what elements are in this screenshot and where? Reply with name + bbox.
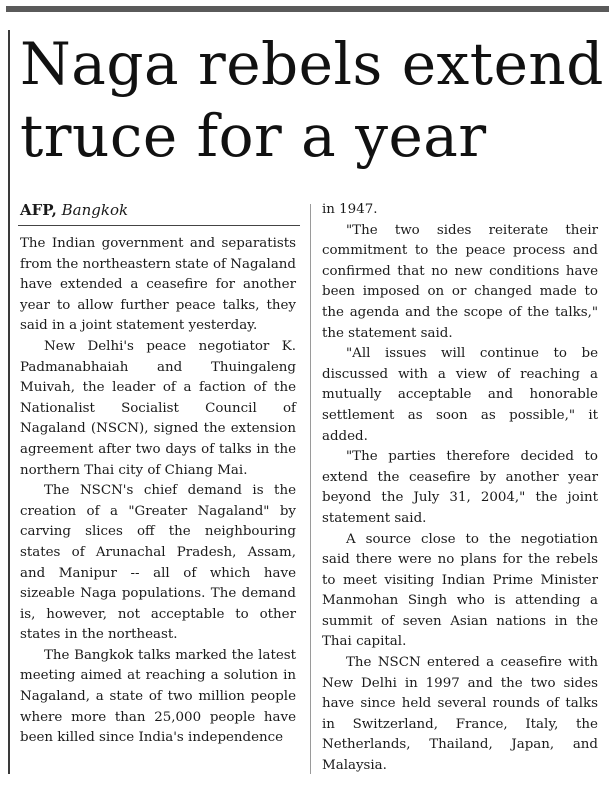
article-paragraph: A source close to the negotiation said there were no plans for the rebels to meet visiting Indian Prime Minister Manmohan Singh who is attending a summit of seven Asian nations in the Thai capital. <box>322 531 598 650</box>
top-rule <box>6 6 609 12</box>
article-paragraph: "All issues will continue to be discussed with a view of reaching a mutually acceptable and honorable settlement as soon as possible," it added. <box>322 346 598 444</box>
article-paragraph: The NSCN entered a ceasefire with New Delhi in 1997 and the two sides have since held several rounds of talks in Switzerland, France, Italy, the Netherlands, Thailand, Japan, and Malaysia. <box>322 655 598 774</box>
column-divider <box>310 204 311 774</box>
left-border-rule <box>8 30 10 774</box>
article-paragraph: The NSCN's chief demand is the creation of a "Greater Nagaland" by carving slices off the neighbouring states of Arunachal Pradesh, Assam, and Manipur -- all of which have sizeable Naga populations. The demand is, however, not acceptable to other states in the northeast. <box>20 483 296 643</box>
article-column-left <box>20 234 296 749</box>
byline-agency: AFP, <box>20 201 57 219</box>
byline-place: Bangkok <box>61 201 129 219</box>
article-paragraph: The Indian government and separatists from the northeastern state of Nagaland have extended a ceasefire for another year to allow further peace talks, they said in a joint statement yesterday. <box>20 236 296 334</box>
byline-rule <box>18 225 300 226</box>
article-paragraph: "The two sides reiterate their commitment to the peace process and confirmed that no new conditions have been imposed on or changed made to the agenda and the scope of the talks," the statement said. <box>322 222 598 341</box>
headline: Naga rebels extend truce for a year <box>20 30 604 170</box>
article-paragraph: "The parties therefore decided to extend the ceasefire by another year beyond the July 31, 2004," the joint statement said. <box>322 449 598 526</box>
article-paragraph: The Bangkok talks marked the latest meeting aimed at reaching a solution in Nagaland, a state of two million people where more than 25,000 people have been killed since India's independence <box>20 647 296 746</box>
article-column-right <box>322 200 598 777</box>
byline <box>20 200 128 220</box>
article-paragraph-continued: in 1947. <box>322 202 378 217</box>
article-paragraph: New Delhi's peace negotiator K. Padmanabhaiah and Thuingaleng Muivah, the leader of a faction of the Nationalist Socialist Council of Nagaland (NSCN), signed the extension agreement after two days of talks in the northern Thai city of Chiang Mai. <box>20 338 296 478</box>
